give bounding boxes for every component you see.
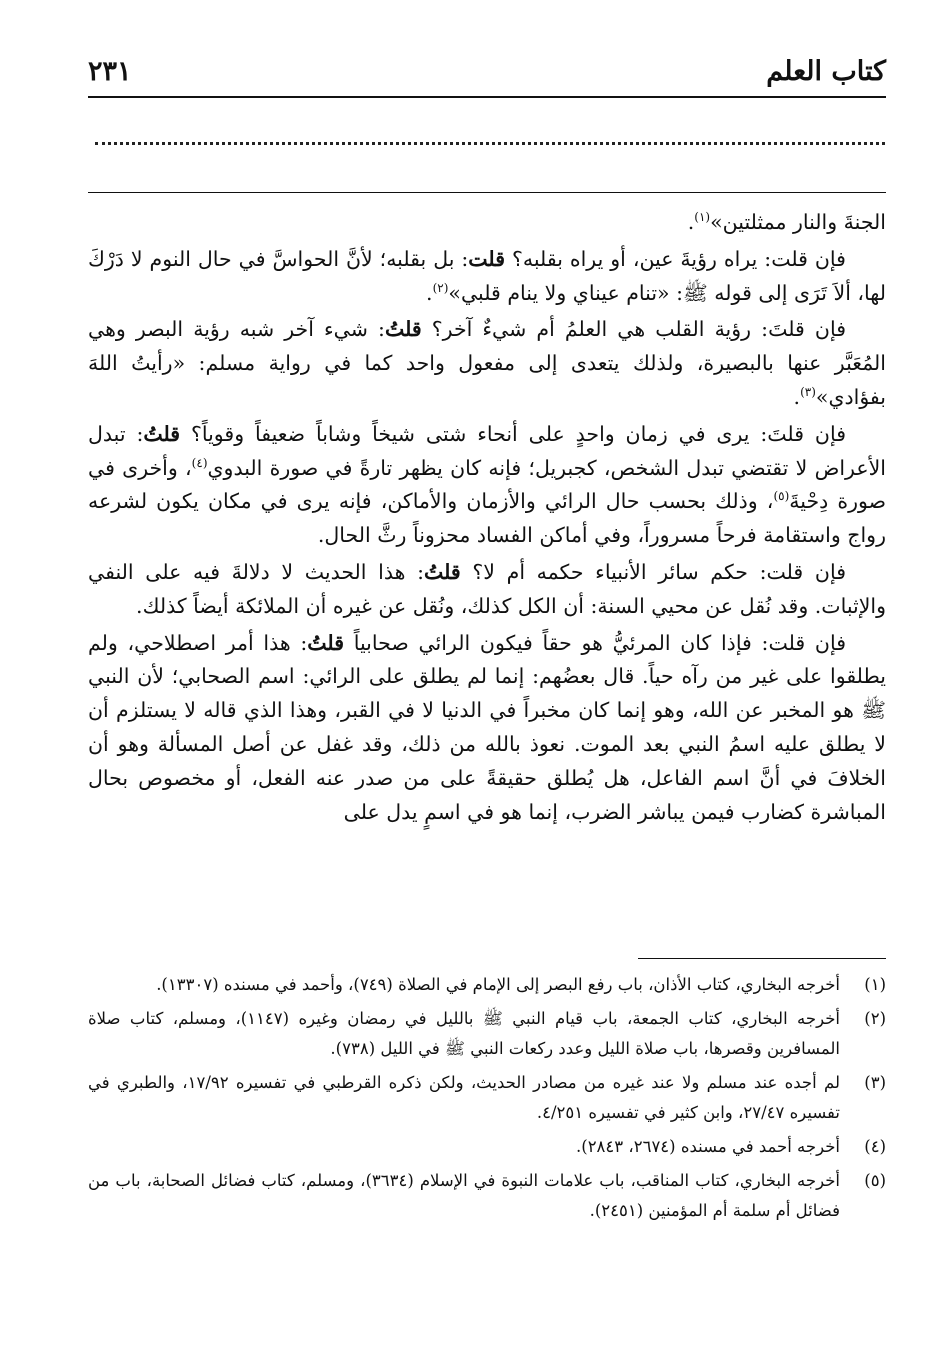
footnote-1 [88, 970, 886, 1000]
question-text: : يرى في زمان واحدٍ على أنحاء شتى شيخاً وشاباً ضعيفاً وقوياً؟ [180, 421, 768, 446]
footnote-text: لم أجده عند مسلم ولا عند غيره من مصادر الحديث، ولكن ذكره القرطبي في تفسيره ١٧/٩٢، والطبري في تفسيره ٢٧/٤٧، وابن كثير في تفسيره ٤/٢٥١. [88, 1073, 840, 1122]
question-label: فإن قلت [771, 246, 846, 271]
dotted-separator [95, 122, 885, 145]
paragraph-3 [88, 418, 886, 553]
question-label: فإن قلت [768, 630, 847, 655]
answer-text: : شيء آخر شبه رؤية البصر وهي المُعَبَّر عنها بالبصيرة، ولذلك يتعدى إلى مفعول واحد كما في رواية مسلم: «رأيتُ اللهَ بفؤادي» [88, 317, 886, 409]
answer-text: : هذا الحديث لا دلالةَ فيه على النفي والإثبات. وقد نُقل عن محيي السنة: أن الكل كذلك، ونُقل عن غيره أن الملائكة أيضاً كذلك. [88, 559, 886, 618]
question-label: فإن قلتَ [767, 421, 846, 446]
p0-end: . [687, 210, 695, 234]
question-label: فإن قلت [766, 559, 846, 584]
answer-text-end: ، وذلك بحسب حال الرائي والأزمان والأماكن، فإنه يرى في مكان يكون لشرعه رواج واستقامة فرحاً مسروراً، وفي أماكن الفساد محزوناً رثَّ الحال. [88, 489, 886, 548]
page-header [88, 52, 886, 96]
question-text: : رؤية القلب هي العلمُ أم شيءٌ آخر؟ [421, 317, 769, 342]
footnote-ref-3: (٣) [800, 385, 816, 400]
paragraph-5 [88, 627, 886, 830]
footnote-2 [88, 1004, 886, 1064]
footnote-ref-2: (٢) [432, 280, 449, 295]
footnote-number: (٤) [864, 1137, 886, 1156]
paragraph-2 [88, 313, 886, 414]
paragraph-0 [88, 206, 886, 240]
p2-end: . [793, 384, 801, 409]
answer-text-mid: ، وأخرى في صورة دِحْيةَ [88, 455, 886, 514]
footnote-ref-5: (٥) [773, 489, 790, 504]
footnote-number: (٣) [864, 1073, 886, 1092]
question-text: : فإذا كان المرئيُّ هو حقاً فيكون الرائي صحابياً [344, 630, 769, 655]
answer-text: : تبدل الأعراض لا تقتضي تبدل الشخص، كجبريل؛ فإنه كان يظهر تارةً في صورة البدوي [88, 421, 886, 480]
footnote-3 [88, 1068, 886, 1128]
footnote-text: أخرجه البخاري، كتاب الأذان، باب رفع البصر إلى الإمام في الصلاة (٧٤٩)، وأحمد في مسنده (١٣٣٠٧). [156, 975, 840, 994]
section-divider [88, 192, 886, 193]
footnote-4 [88, 1132, 886, 1162]
question-text: : حكم سائر الأنبياء حكمه أم لا؟ [460, 559, 767, 584]
chapter-title: كتاب العلم [766, 56, 886, 87]
footnote-text: أخرجه أحمد في مسنده (٢٦٧٤، ٢٨٤٣). [576, 1137, 840, 1156]
paragraph-1 [88, 243, 886, 311]
p1-end: . [426, 280, 433, 305]
answer-label: قلت [468, 246, 506, 271]
answer-label: قلتُ [384, 317, 422, 342]
answer-label: قلتُ [424, 559, 461, 584]
footnote-text: أخرجه البخاري، كتاب الجمعة، باب قيام النبي ﷺ بالليل في رمضان وغيره (١١٤٧)، ومسلم، كتاب صلاة المسافرين وقصرها، باب صلاة الليل وعدد ركعات النبي ﷺ في الليل (٧٣٨). [88, 1009, 840, 1058]
header-divider [88, 96, 886, 98]
footnote-text: أخرجه البخاري، كتاب المناقب، باب علامات النبوة في الإسلام (٣٦٣٤)، ومسلم، كتاب فضائل الصحابة، باب من فضائل أم سلمة أم المؤمنين (٢٤٥١). [88, 1171, 840, 1220]
footnote-ref-4: (٤) [191, 455, 208, 470]
footnote-number: (١) [864, 975, 886, 994]
question-text: : يراه رؤيةَ عين، أو يراه بقلبه؟ [505, 246, 772, 271]
page-number: ٢٣١ [88, 56, 132, 87]
answer-label: قلتُ [143, 421, 181, 446]
question-label: فإن قلتَ [768, 317, 846, 342]
paragraph-4 [88, 556, 886, 624]
answer-label: قلتُ [307, 630, 345, 655]
p0-text: الجنةَ والنار ممثلتين» [710, 210, 886, 234]
footnote-5 [88, 1166, 886, 1226]
main-text [88, 206, 886, 832]
footnote-ref-1: (١) [694, 210, 711, 225]
footnote-number: (٢) [864, 1009, 886, 1028]
answer-text: : بل بقلبه؛ لأنَّ الحواسَّ في حال النوم لا دَرْكَ لها، ألاَ تَرَى إلى قوله ﷺ: «تنام عيناي ولا ينام قلبي» [88, 246, 886, 305]
answer-text: : هذا أمر اصطلاحي، ولم يطلقوا على غير من رآه حياً. قال بعضُهم: إنما لم يطلق على الرائي: اسم الصحابي؛ لأن النبي ﷺ هو المخبر عن الله، وهو إنما كان مخبراً في الدنيا لا في القبر، وهذا الذي قاله لا يستلزم أن لا يطلق عليه اسمُ النبي بعد الموت. نعوذ بالله من ذلك، وقد غفل عن أصل المسألة وهو أن الخلافَ في أنَّ اسم الفاعل، هل يُطلق حقيقةً على من صدر عنه الفعل، أو مخصوص بحال المباشرة كضارب فيمن يباشر الضرب، إنما هو في اسمٍ يدل على [88, 630, 886, 824]
footnote-number: (٥) [864, 1171, 886, 1190]
footnotes [88, 970, 886, 1230]
footnote-divider [638, 958, 886, 959]
